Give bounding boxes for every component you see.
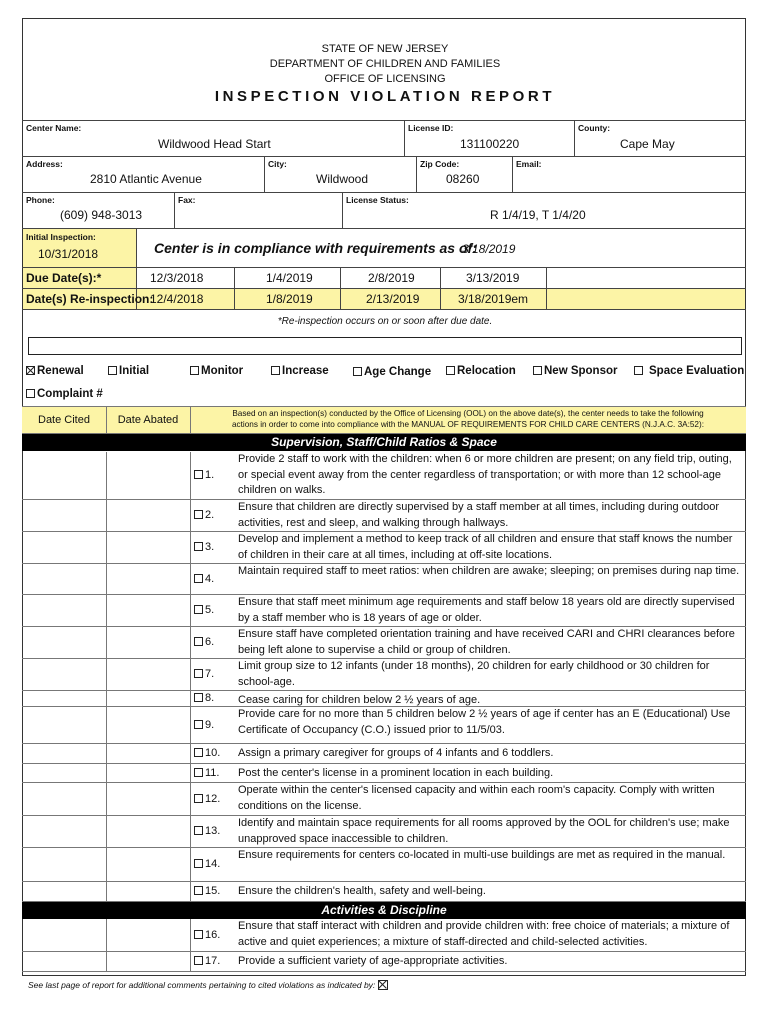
item-text: Ensure the children's health, safety and well-being.	[238, 885, 486, 897]
county-value: Cape May	[620, 137, 675, 151]
type-monitor[interactable]	[190, 365, 243, 377]
due-date-3: 2/8/2019	[368, 271, 415, 285]
table-row	[22, 452, 746, 500]
checkbox-icon	[194, 859, 203, 868]
table-row	[22, 564, 746, 595]
item-checkbox[interactable]	[194, 793, 220, 805]
checkbox-icon	[194, 542, 203, 551]
checkbox-icon	[353, 367, 362, 376]
date-cited-cell[interactable]	[22, 691, 107, 706]
date-abated-cell[interactable]	[106, 564, 191, 594]
phone-label: Phone:	[26, 195, 55, 205]
item-checkbox[interactable]	[194, 604, 214, 616]
reinspection-label: Date(s) Re-inspection:	[26, 292, 154, 306]
date-cited-cell[interactable]	[22, 816, 107, 847]
item-number: 1.	[205, 469, 215, 481]
item-number: 10.	[205, 747, 221, 759]
item-text: Provide care for no more than 5 children below 2 ½ years of age if center has an E (Educational) Use Certificate of Occupancy (C.O.) issued prior to 11/5/03.	[238, 708, 731, 736]
checkbox-icon	[194, 956, 203, 965]
item-checkbox[interactable]	[194, 573, 214, 585]
state-heading: STATE OF NEW JERSEY	[321, 43, 449, 55]
date-abated-cell[interactable]	[106, 659, 191, 690]
type-new-sponsor-label: New Sponsor	[544, 365, 618, 377]
date-abated-cell[interactable]	[106, 707, 191, 743]
type-complaint[interactable]	[26, 388, 103, 400]
license-id-label: License ID:	[408, 123, 454, 133]
item-number: 7.	[205, 668, 215, 680]
date-abated-cell[interactable]	[106, 691, 191, 706]
item-checkbox[interactable]	[194, 929, 220, 941]
table-row	[22, 744, 746, 764]
table-row	[22, 627, 746, 659]
zip-label: Zip Code:	[420, 159, 460, 169]
table-row	[22, 707, 746, 744]
item-checkbox[interactable]	[194, 955, 220, 967]
office-heading: OFFICE OF LICENSING	[324, 73, 446, 85]
due-date-4: 3/13/2019	[466, 271, 520, 285]
date-abated-header: Date Abated	[117, 414, 179, 426]
type-space-evaluation-label: Space Evaluation	[649, 365, 745, 377]
reinspection-note: *Re-inspection occurs on or soon after due date.	[277, 316, 493, 327]
email-label: Email:	[516, 159, 542, 169]
checkbox-icon	[194, 886, 203, 895]
item-text: Ensure that staff meet minimum age requirements and staff below 18 years old are directly supervised by a staff member who is 18 years of age or older.	[238, 596, 735, 624]
checkbox-icon	[194, 470, 203, 479]
item-number: 16.	[205, 929, 221, 941]
type-space-evaluation[interactable]	[634, 365, 744, 377]
report-title: INSPECTION VIOLATION REPORT	[214, 88, 556, 105]
date-cited-cell[interactable]	[22, 848, 107, 881]
date-cited-cell[interactable]	[22, 532, 107, 563]
item-number: 15.	[205, 885, 221, 897]
date-cited-header: Date Cited	[38, 414, 90, 426]
date-cited-cell[interactable]	[22, 500, 107, 531]
item-text: Assign a primary caregiver for groups of 4 infants and 6 toddlers.	[238, 747, 554, 759]
date-abated-cell[interactable]	[106, 595, 191, 626]
item-checkbox[interactable]	[194, 858, 220, 870]
type-renewal-label: Renewal	[37, 365, 84, 377]
address-value: 2810 Atlantic Avenue	[90, 172, 202, 186]
table-row	[22, 532, 746, 564]
date-abated-cell[interactable]	[106, 816, 191, 847]
date-abated-cell[interactable]	[106, 919, 191, 951]
item-text: Provide 2 staff to work with the children: when 6 or more children are present; on any field trip, outing, or special event away from the center regardless of transportation; or with more than 12 school-age children on walks.	[238, 453, 732, 496]
county-label: County:	[578, 123, 611, 133]
date-abated-cell[interactable]	[106, 532, 191, 563]
reinspection-date-3: 2/13/2019	[366, 292, 420, 306]
date-abated-cell[interactable]	[106, 882, 191, 901]
type-initial-label: Initial	[119, 365, 150, 377]
checkbox-icon	[194, 768, 203, 777]
type-increase[interactable]	[271, 365, 329, 377]
item-text: Ensure that staff interact with children and provide children with: free choice of materials; a mixture of active and quiet experiences; a mixture of staff-directed and child-selected activities.	[238, 920, 730, 948]
table-row	[22, 783, 746, 816]
footer-note	[28, 980, 390, 990]
table-row	[22, 659, 746, 691]
item-text: Post the center's license in a prominent location in each building.	[238, 767, 554, 779]
item-text: Provide a sufficient variety of age-appropriate activities.	[238, 955, 508, 967]
type-renewal[interactable]	[26, 365, 84, 377]
item-checkbox[interactable]	[194, 636, 214, 648]
reinspection-date-4: 3/18/2019em	[458, 292, 529, 306]
checkbox-icon	[194, 693, 203, 702]
item-text: Identify and maintain space requirements for all rooms approved by the OOL for children's use; make unapproved space inaccessible to children.	[238, 817, 730, 845]
checkbox-icon	[194, 930, 203, 939]
checked-box-icon	[378, 980, 388, 990]
city-value: Wildwood	[316, 172, 369, 186]
item-checkbox[interactable]	[194, 469, 214, 481]
date-abated-cell[interactable]	[106, 848, 191, 881]
section-supervision: Supervision, Staff/Child Ratios & Space	[22, 434, 746, 451]
reinspection-date-1: 12/4/2018	[150, 292, 204, 306]
date-cited-cell[interactable]	[22, 595, 107, 626]
checkbox-icon	[194, 748, 203, 757]
table-row	[22, 816, 746, 848]
checkbox-icon	[194, 637, 203, 646]
type-new-sponsor[interactable]	[533, 365, 617, 377]
date-abated-cell[interactable]	[106, 744, 191, 763]
item-number: 12.	[205, 793, 221, 805]
item-number: 8.	[205, 692, 215, 704]
item-text: Limit group size to 12 infants (under 18 months), 20 children for early childhood or 30 children for school-age.	[238, 660, 710, 688]
item-number: 11.	[205, 767, 220, 779]
phone-value: (609) 948-3013	[60, 208, 143, 222]
date-abated-cell[interactable]	[106, 952, 191, 971]
instructions-line-2: actions in order to come into compliance with the MANUAL OF REQUIREMENTS FOR CHILD CARE CENTERS (N.J.A.C. 3A:52):	[232, 420, 704, 429]
item-number: 6.	[205, 636, 215, 648]
compliance-date: 3/18/2019	[462, 242, 516, 256]
date-cited-cell[interactable]	[22, 744, 107, 763]
date-cited-cell[interactable]	[22, 919, 107, 951]
license-status-label: License Status:	[346, 195, 409, 205]
center-name-label: Center Name:	[26, 123, 82, 133]
type-monitor-label: Monitor	[201, 365, 244, 377]
checkbox-icon	[271, 366, 280, 375]
checkbox-icon	[194, 669, 203, 678]
department-heading: DEPARTMENT OF CHILDREN AND FAMILIES	[269, 58, 501, 70]
item-number: 13.	[205, 825, 221, 837]
table-row	[22, 595, 746, 627]
item-text: Ensure that children are directly supervised by a staff member at all times, including during outdoor activities, rest and sleep, and walking through hallways.	[238, 501, 719, 529]
checkbox-icon	[194, 574, 203, 583]
item-number: 3.	[205, 541, 215, 553]
zip-value: 08260	[446, 172, 480, 186]
item-checkbox[interactable]	[194, 825, 220, 837]
date-cited-cell[interactable]	[22, 659, 107, 690]
item-number: 14.	[205, 858, 221, 870]
instructions-line-1: Based on an inspection(s) conducted by the Office of Licensing (OOL) on the above date(s), the center needs to take the following	[232, 409, 704, 418]
item-checkbox[interactable]	[194, 509, 214, 521]
date-cited-cell[interactable]	[22, 564, 107, 594]
table-row	[22, 919, 746, 952]
checkbox-icon	[194, 510, 203, 519]
date-abated-cell[interactable]	[106, 783, 191, 815]
date-abated-cell[interactable]	[106, 627, 191, 658]
date-abated-cell[interactable]	[106, 764, 191, 782]
item-text: Develop and implement a method to keep track of all children and ensure that staff knows the number of children in their care at all times, including at off-site locations.	[238, 533, 733, 561]
center-name-value: Wildwood Head Start	[158, 137, 271, 151]
notes-input[interactable]	[28, 337, 742, 355]
item-number: 17.	[205, 955, 221, 967]
license-id-value: 131100220	[460, 137, 520, 151]
checkbox-icon	[634, 366, 643, 375]
reinspection-date-2: 1/8/2019	[266, 292, 313, 306]
date-cited-cell[interactable]	[22, 764, 107, 782]
item-text: Ensure requirements for centers co-located in multi-use buildings are met as required in the manual.	[238, 849, 726, 861]
item-checkbox[interactable]	[194, 719, 214, 731]
due-date-1: 12/3/2018	[150, 271, 204, 285]
date-cited-cell[interactable]	[22, 707, 107, 743]
footer-note-text: See last page of report for additional comments pertaining to cited violations as indicated by:	[28, 980, 376, 990]
table-row	[22, 882, 746, 902]
compliance-statement: Center is in compliance with requirements as of:	[154, 240, 477, 256]
date-abated-cell[interactable]	[106, 500, 191, 531]
type-complaint-label: Complaint #	[37, 388, 103, 400]
item-text: Ensure staff have completed orientation training and have received CARI and CHRI clearances before being left alone to supervise a child or group of children.	[238, 628, 735, 656]
item-text: Maintain required staff to meet ratios: when children are awake; sleeping; on premises during nap time.	[238, 565, 740, 577]
date-cited-cell[interactable]	[22, 783, 107, 815]
item-text: Cease caring for children below 2 ½ years of age.	[238, 694, 481, 706]
table-row	[22, 764, 746, 783]
type-initial[interactable]	[108, 365, 149, 377]
table-row	[22, 952, 746, 972]
checkbox-icon	[190, 366, 199, 375]
date-cited-cell[interactable]	[22, 952, 107, 971]
section-activities: Activities & Discipline	[22, 902, 746, 919]
item-number: 9.	[205, 719, 215, 731]
initial-inspection-label: Initial Inspection:	[26, 232, 96, 242]
item-checkbox[interactable]	[194, 692, 214, 704]
item-number: 5.	[205, 604, 215, 616]
checkbox-icon	[194, 605, 203, 614]
date-cited-cell[interactable]	[22, 452, 107, 499]
item-checkbox[interactable]	[194, 747, 220, 759]
checkbox-icon	[194, 794, 203, 803]
checkbox-icon	[533, 366, 542, 375]
license-status-value: R 1/4/19, T 1/4/20	[490, 208, 586, 222]
item-number: 2.	[205, 509, 215, 521]
item-checkbox[interactable]	[194, 541, 214, 553]
instructions-header	[190, 408, 746, 430]
item-text: Operate within the center's licensed capacity and within each room's capacity. Comply with written conditions on the license.	[238, 784, 715, 812]
type-age-change-label: Age Change	[364, 366, 432, 378]
item-checkbox[interactable]	[194, 668, 214, 680]
item-number: 4.	[205, 573, 215, 585]
date-cited-cell[interactable]	[22, 627, 107, 658]
date-cited-cell[interactable]	[22, 882, 107, 901]
city-label: City:	[268, 159, 287, 169]
due-date-2: 1/4/2019	[266, 271, 313, 285]
checkbox-icon	[26, 389, 35, 398]
checkbox-icon	[194, 720, 203, 729]
checked-box-icon	[26, 366, 35, 375]
checkbox-icon	[108, 366, 117, 375]
item-checkbox[interactable]	[194, 885, 220, 897]
type-relocation-label: Relocation	[457, 365, 516, 377]
table-row	[22, 848, 746, 882]
checkbox-icon	[194, 826, 203, 835]
type-relocation[interactable]	[446, 365, 516, 377]
checkbox-icon	[446, 366, 455, 375]
item-checkbox[interactable]	[194, 767, 219, 779]
date-abated-cell[interactable]	[106, 452, 191, 499]
fax-label: Fax:	[178, 195, 196, 205]
type-age-change[interactable]	[353, 366, 431, 378]
due-dates-label: Due Date(s):*	[26, 271, 102, 285]
initial-inspection-value: 10/31/2018	[38, 247, 99, 261]
type-increase-label: Increase	[282, 365, 329, 377]
address-label: Address:	[26, 159, 63, 169]
table-row	[22, 500, 746, 532]
table-row	[22, 691, 746, 707]
